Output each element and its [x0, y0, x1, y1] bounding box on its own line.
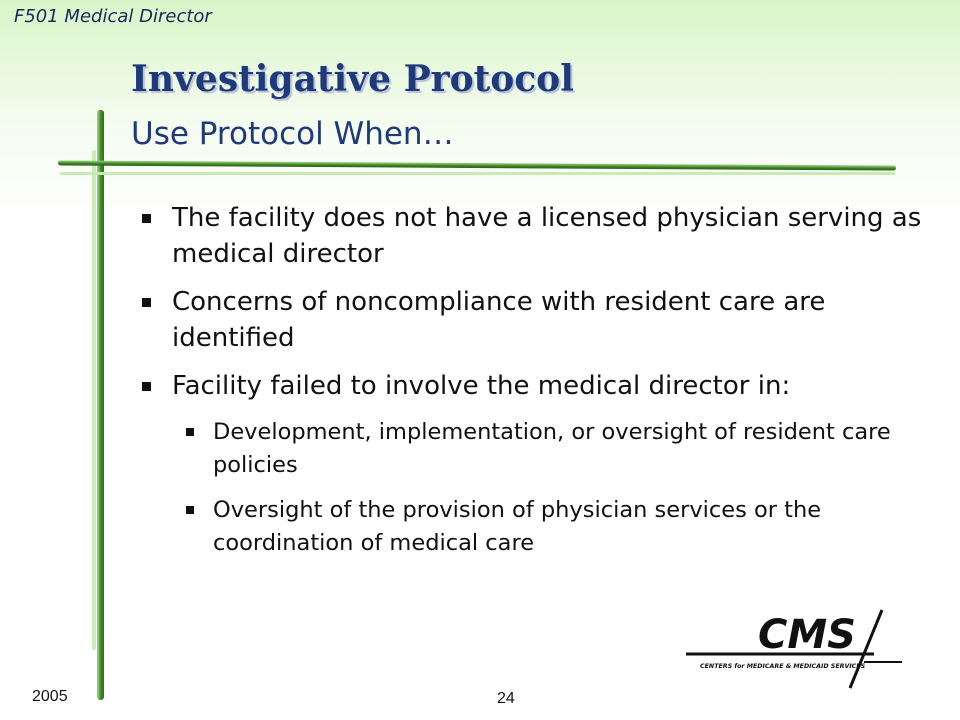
slide-title: Investigative Protocol — [131, 58, 574, 100]
bullet-text: Facility failed to involve the medical director in: — [172, 371, 791, 401]
bullet-text: Development, implementation, or oversight of resident care policies — [213, 419, 891, 478]
logo-wordmark: CMS — [758, 612, 856, 658]
square-bullet-icon — [142, 214, 151, 223]
square-bullet-icon — [142, 382, 151, 391]
decorative-horizontal-line — [58, 160, 896, 170]
slide-subtitle: Use Protocol When… — [131, 116, 454, 152]
sub-bullet-item — [140, 494, 930, 560]
page-number: 24 — [497, 690, 515, 707]
bullet-text: The facility does not have a licensed physician serving as medical director — [172, 203, 922, 269]
footer-year: 2005 — [32, 688, 68, 705]
bullet-item — [140, 284, 930, 356]
sub-bullet-item — [140, 416, 930, 482]
decorative-vertical-line — [97, 110, 104, 700]
decorative-horizontal-line — [60, 172, 895, 175]
bullet-text: Oversight of the provision of physician services or the coordination of medical care — [213, 497, 822, 556]
square-bullet-icon — [186, 506, 194, 514]
square-bullet-icon — [186, 428, 194, 436]
square-bullet-icon — [142, 298, 151, 307]
cms-logo — [674, 606, 904, 692]
bullet-list — [140, 200, 930, 572]
slide-header-label: F501 Medical Director — [14, 6, 212, 27]
decorative-vertical-line — [92, 150, 96, 650]
logo-tagline: CENTERS for MEDICARE & MEDICAID SERVICES — [700, 663, 866, 670]
bullet-text: Concerns of noncompliance with resident care are identified — [172, 287, 826, 353]
bullet-item — [140, 368, 930, 404]
bullet-item — [140, 200, 930, 272]
